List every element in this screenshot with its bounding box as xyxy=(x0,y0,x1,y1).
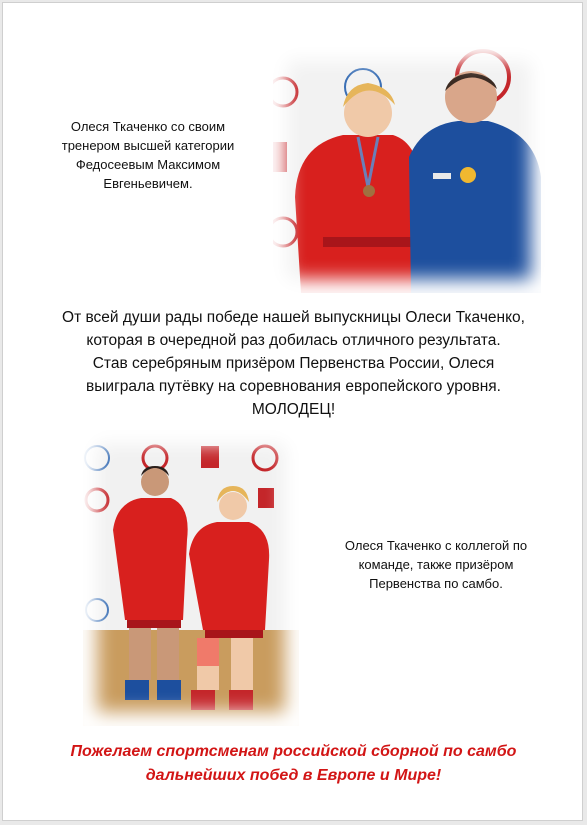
main-paragraph xyxy=(23,306,564,421)
caption-line: Олеся Ткаченко со своим xyxy=(70,119,226,134)
paragraph-line: От всей души рады победе нашей выпускницы Олеси Ткаченко, xyxy=(62,309,525,326)
caption-line: команде, также призёром xyxy=(358,557,514,572)
caption-line: Федосеевым Максимом xyxy=(75,157,221,172)
document-page xyxy=(2,2,583,821)
paragraph-line: которая в очередной раз добилась отличного результата. xyxy=(86,332,501,349)
closing-wish xyxy=(23,740,564,788)
photo-athletes-pair xyxy=(83,430,299,726)
closing-line: дальнейших побед в Европе и Мире! xyxy=(145,767,442,784)
closing-line: Пожелаем спортсменам российской сборной по самбо xyxy=(70,743,517,760)
paragraph-line: выиграла путёвку на соревнования европейского уровня. xyxy=(86,378,501,395)
caption-line: Евгеньевичем. xyxy=(103,176,193,191)
paragraph-line: Став серебряным призёром Первенства России, Олеся xyxy=(92,355,495,372)
caption-athletes-pair xyxy=(321,536,551,593)
photo-athlete-with-coach xyxy=(273,47,545,293)
caption-line: Первенства по самбо. xyxy=(369,576,503,591)
caption-line: Олеся Ткаченко с коллегой по xyxy=(344,538,528,553)
paragraph-line: МОЛОДЕЦ! xyxy=(251,401,336,418)
caption-line: тренером высшей категории xyxy=(61,138,235,153)
caption-athlete-with-coach xyxy=(43,117,253,193)
